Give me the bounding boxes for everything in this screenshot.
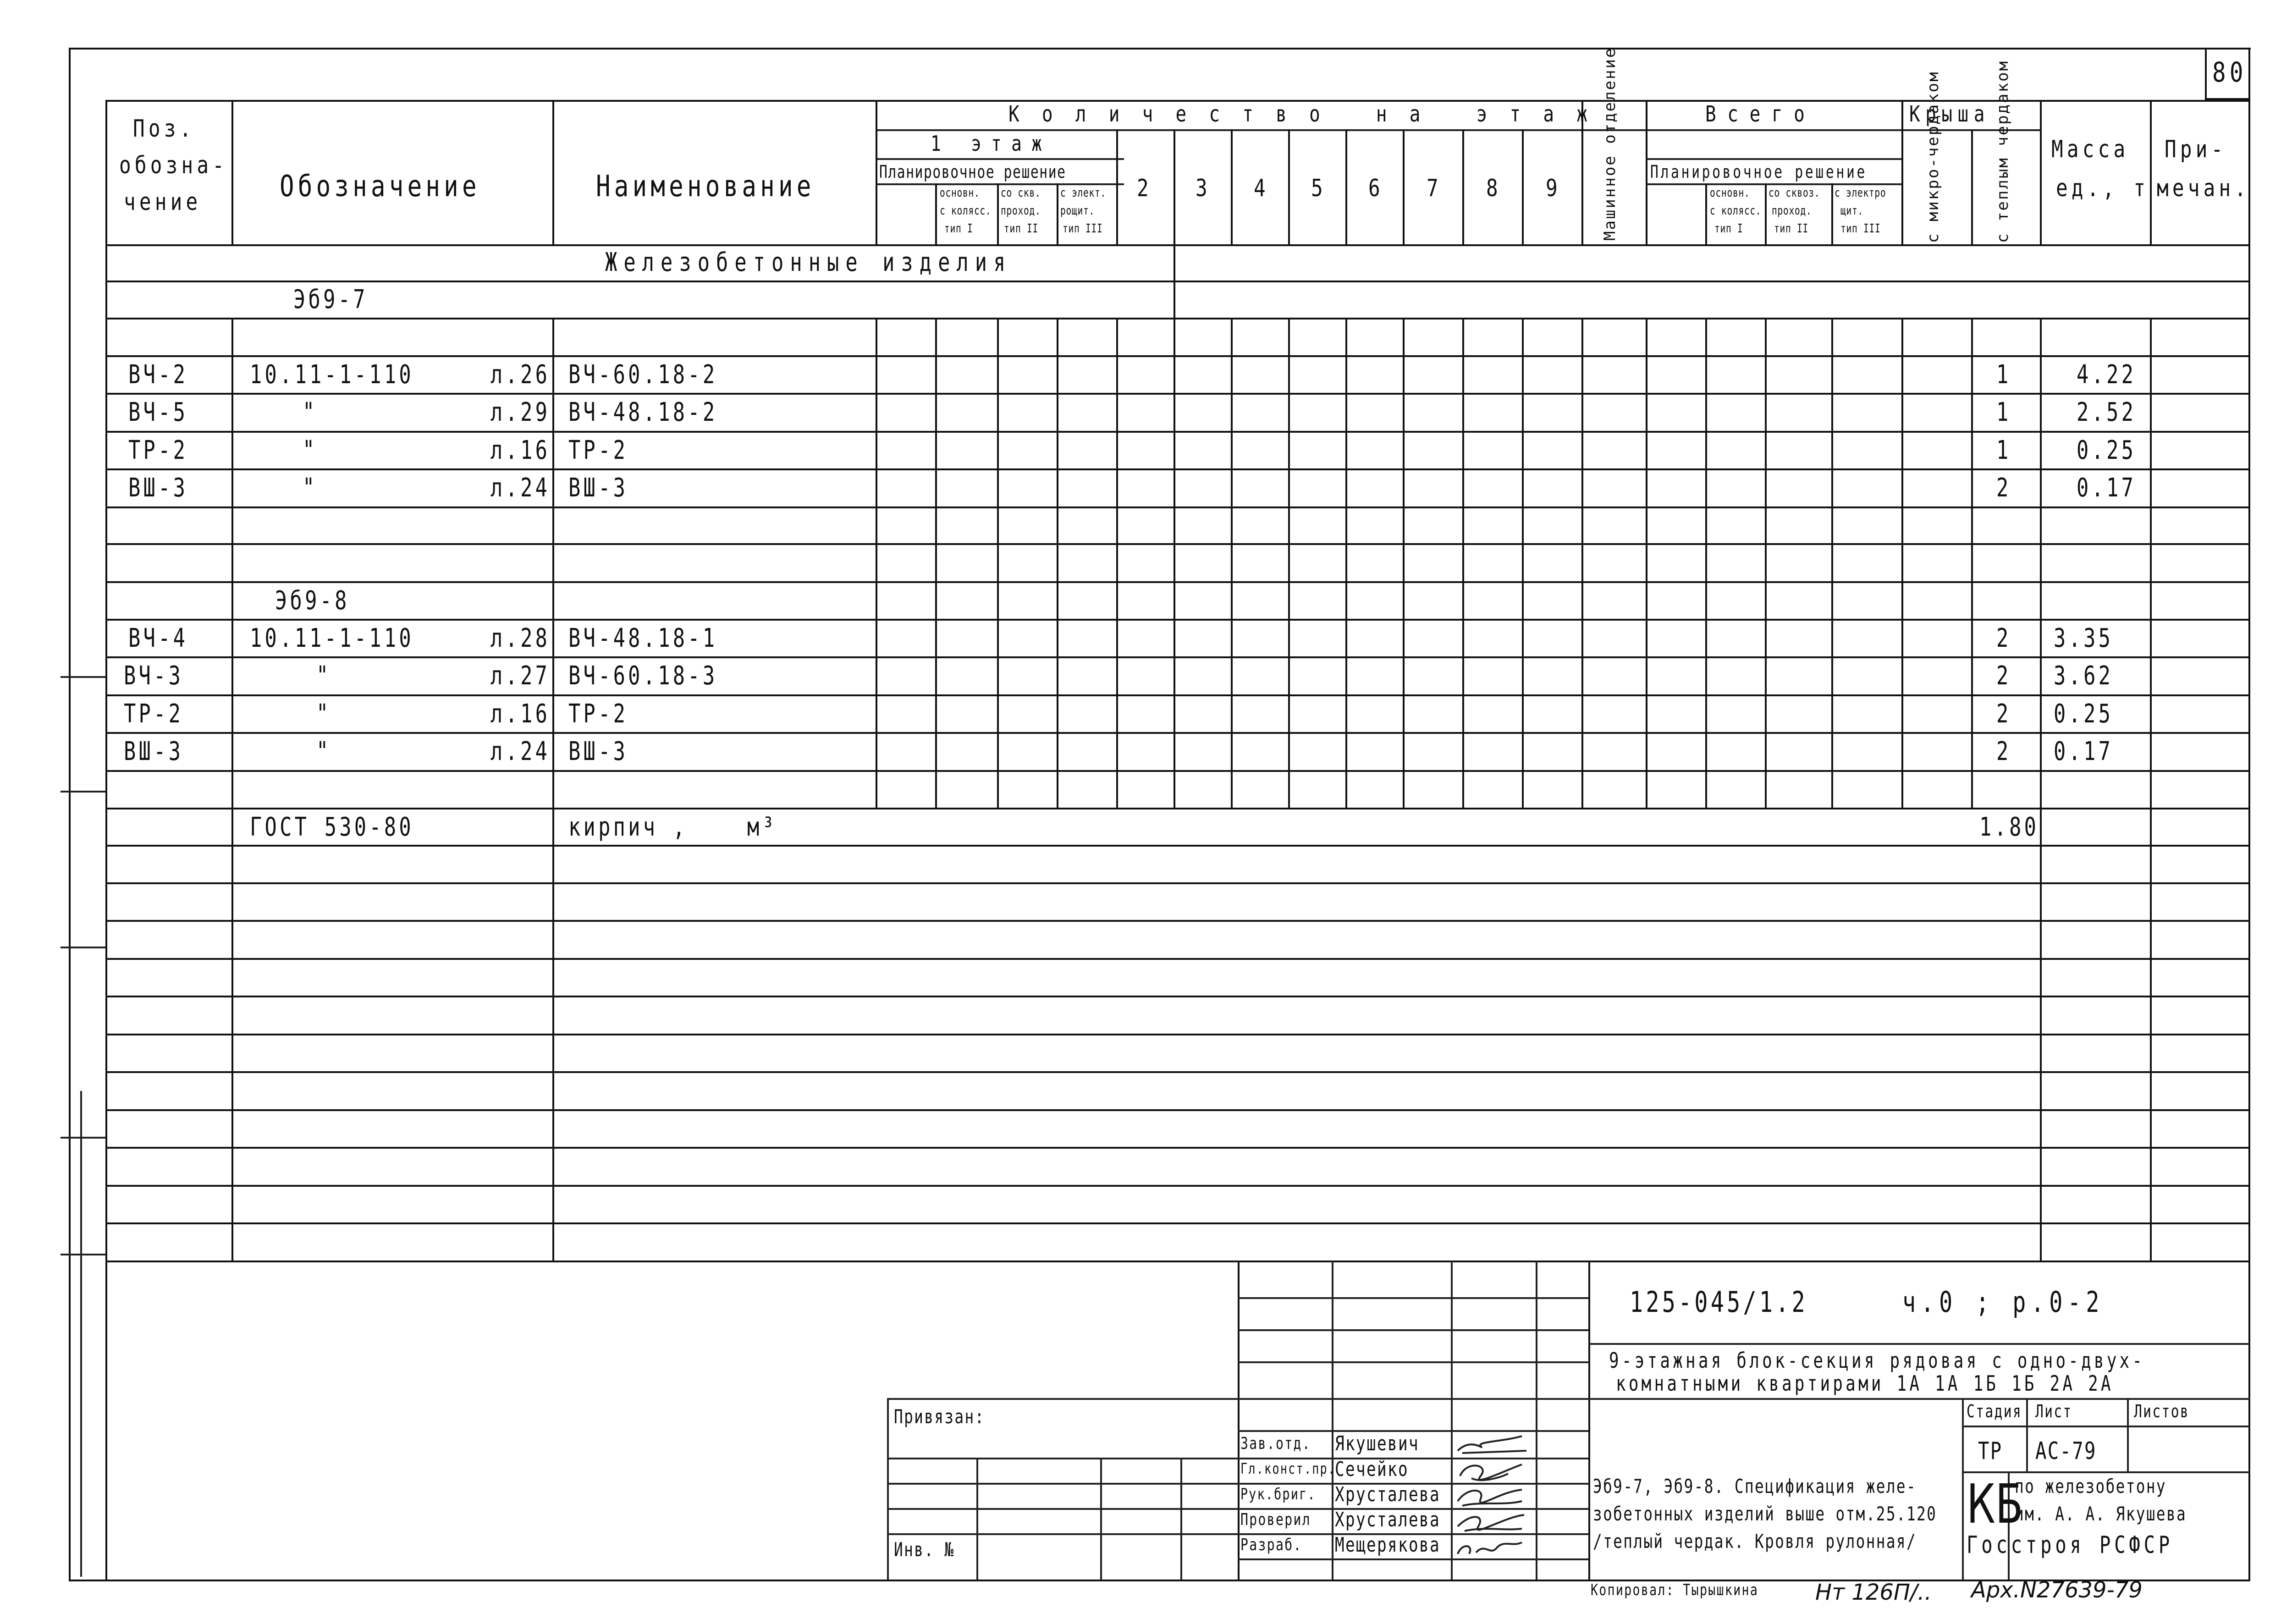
stage-label: Стадия: [1967, 1401, 2022, 1421]
group-title: Эб9-7: [293, 285, 368, 314]
desc-line-2: зобетонных изделий выше отм.25.120: [1593, 1503, 1937, 1525]
org-line-2: им. А. А. Якушева: [2015, 1503, 2187, 1525]
header-note-2: мечан.: [2157, 175, 2250, 202]
header-roof-micro: с микро-чердаком: [1924, 71, 1942, 243]
header-floor-3: 3: [1196, 175, 1211, 202]
header-mass-1: Масса: [2051, 136, 2129, 163]
header-floor-8: 8: [1486, 175, 1502, 202]
frame-top: [69, 48, 2251, 50]
header-roof-warm: с теплым чердаком: [1994, 60, 2012, 243]
footer-note-1: Нт 126П/..: [1815, 1580, 1932, 1605]
header-note-1: При-: [2165, 136, 2227, 163]
header-bottom: [105, 244, 2248, 246]
sheet-value: АС-79: [2035, 1437, 2097, 1465]
header-roof: Крыша: [1909, 101, 1990, 127]
org-logo: КБ: [1967, 1472, 2023, 1536]
header-designation: Обозначение: [280, 170, 480, 204]
drawing-sheet: 80 Поз. обозна- чение Обозначение Наименование Количество на этаж 1 этаж Планировочное решение основн. с колясс. тип I со скв. проход. тип II с элект. рощит. тип III 2 3 4 5 6 7 8 9 Машинное отделение Всего Планировочное решение основн. с колясс. тип I со сквоз. проход. тип II с электро щит. тип III Крыша с микро-чердаком с теплым чердаком Масса ед., т При- мечан. Железобетонные изделия Эб9-7 ВЧ-2 10.11-1-110 л.26 ВЧ-60.18-2 1 4.22 ВЧ-5 " л.29 ВЧ-48.18-2 1 2.52 ТР-2 " л.16 ТР-2 1 0.25 ВШ-3 " л.24 ВШ-3 2 0.17 Эб9-8 ВЧ-4 10.11-1-110 л.28 ВЧ-48.18-1 2 3.35 ВЧ-3 " л.27 ВЧ-60.18-3 2 3.62 ТР-2 " л.16 ТР-2 2 0.25 ВШ-3 " л.24 ВШ-3 2 0.17 ГОСТ 530-80 кирпич , м³ 1.80 Привязан: Инв. № Зав.отд. Якушевич Гл.конст.пр. Сечейко Рук.бриг. Хрусталева Проверил Хрусталева Разраб. Мещерякова 125-045/1.2 ч.0 ; р.0-2 9-этажная блок-секция рядовая с одно-двух- комнатными квартирами 1А 1А 1Б 1Б 2А 2А Стадия Лист Листов ТР АС-79 Эб9-7, Эб9-8. Спецификация желе- зобетонных изделий выше отм.25.120 /теплый чердак. Кровля рулонная/ КБ по железобетону им. А. А. Якушева Госстроя РСФСР Копировал: Тырышкина Нт 126П/.. Арх.N27639-79: [0, 0, 2292, 1624]
group-title: Эб9-8: [275, 586, 350, 616]
project-part: ч.0 ; р.0-2: [1902, 1285, 2105, 1319]
section-divider: [1174, 129, 1175, 808]
inv-label: Инв. №: [894, 1538, 955, 1561]
frame-right: [2248, 48, 2250, 1581]
sheet-number-box: [2205, 48, 2207, 98]
header-qty-per-floor: Количество на этаж: [1008, 101, 1610, 127]
title-line-1: 9-этажная блок-секция рядовая с одно-двух-: [1609, 1348, 2145, 1373]
sheets-label: Листов: [2134, 1401, 2190, 1421]
tied-label: Привязан:: [894, 1405, 985, 1428]
sheet-label: Лист: [2035, 1401, 2072, 1421]
header-total-planning: Планировочное решение: [1650, 162, 1868, 182]
header-pos-3: чение: [124, 188, 202, 216]
copied-by: Копировал: Тырышкина: [1591, 1581, 1759, 1599]
header-floor-1: 1 этаж: [931, 131, 1052, 156]
header-floor-7: 7: [1427, 175, 1442, 202]
header-planning: Планировочное решение: [879, 162, 1066, 182]
header-machine-room: Машинное отделение: [1601, 47, 1619, 241]
desc-line-3: /теплый чердак. Кровля рулонная/: [1593, 1530, 1917, 1552]
section-title: Железобетонные изделия: [605, 248, 1012, 277]
project-code: 125-045/1.2: [1630, 1285, 1808, 1319]
frame-left: [69, 48, 71, 1581]
header-floor-5: 5: [1311, 175, 1327, 202]
title-line-2: комнатными квартирами 1А 1А 1Б 1Б 2А 2А: [1616, 1371, 2114, 1396]
header-floor-4: 4: [1254, 175, 1269, 202]
header-floor-6: 6: [1368, 175, 1384, 202]
header-pos-2: обозна-: [119, 152, 228, 179]
header-floor-2: 2: [1137, 175, 1152, 202]
stage-value: ТР: [1978, 1437, 2003, 1465]
org-line-3: Госстроя РСФСР: [1967, 1531, 2174, 1559]
desc-line-1: Эб9-7, Эб9-8. Спецификация желе-: [1593, 1475, 1917, 1497]
header-pos-1: Поз.: [133, 115, 195, 143]
footer-note-2: Арх.N27639-79: [1971, 1577, 2143, 1603]
sheet-number: 80: [2212, 56, 2247, 88]
header-mass-2: ед., т: [2056, 175, 2149, 202]
table-bottom: [105, 1261, 2248, 1262]
header-name: Наименование: [596, 170, 815, 204]
header-total: Всего: [1705, 101, 1816, 127]
signatures: [1453, 1432, 1536, 1579]
header-floor-9: 9: [1546, 175, 1561, 202]
org-line-1: по железобетону: [2015, 1475, 2166, 1497]
